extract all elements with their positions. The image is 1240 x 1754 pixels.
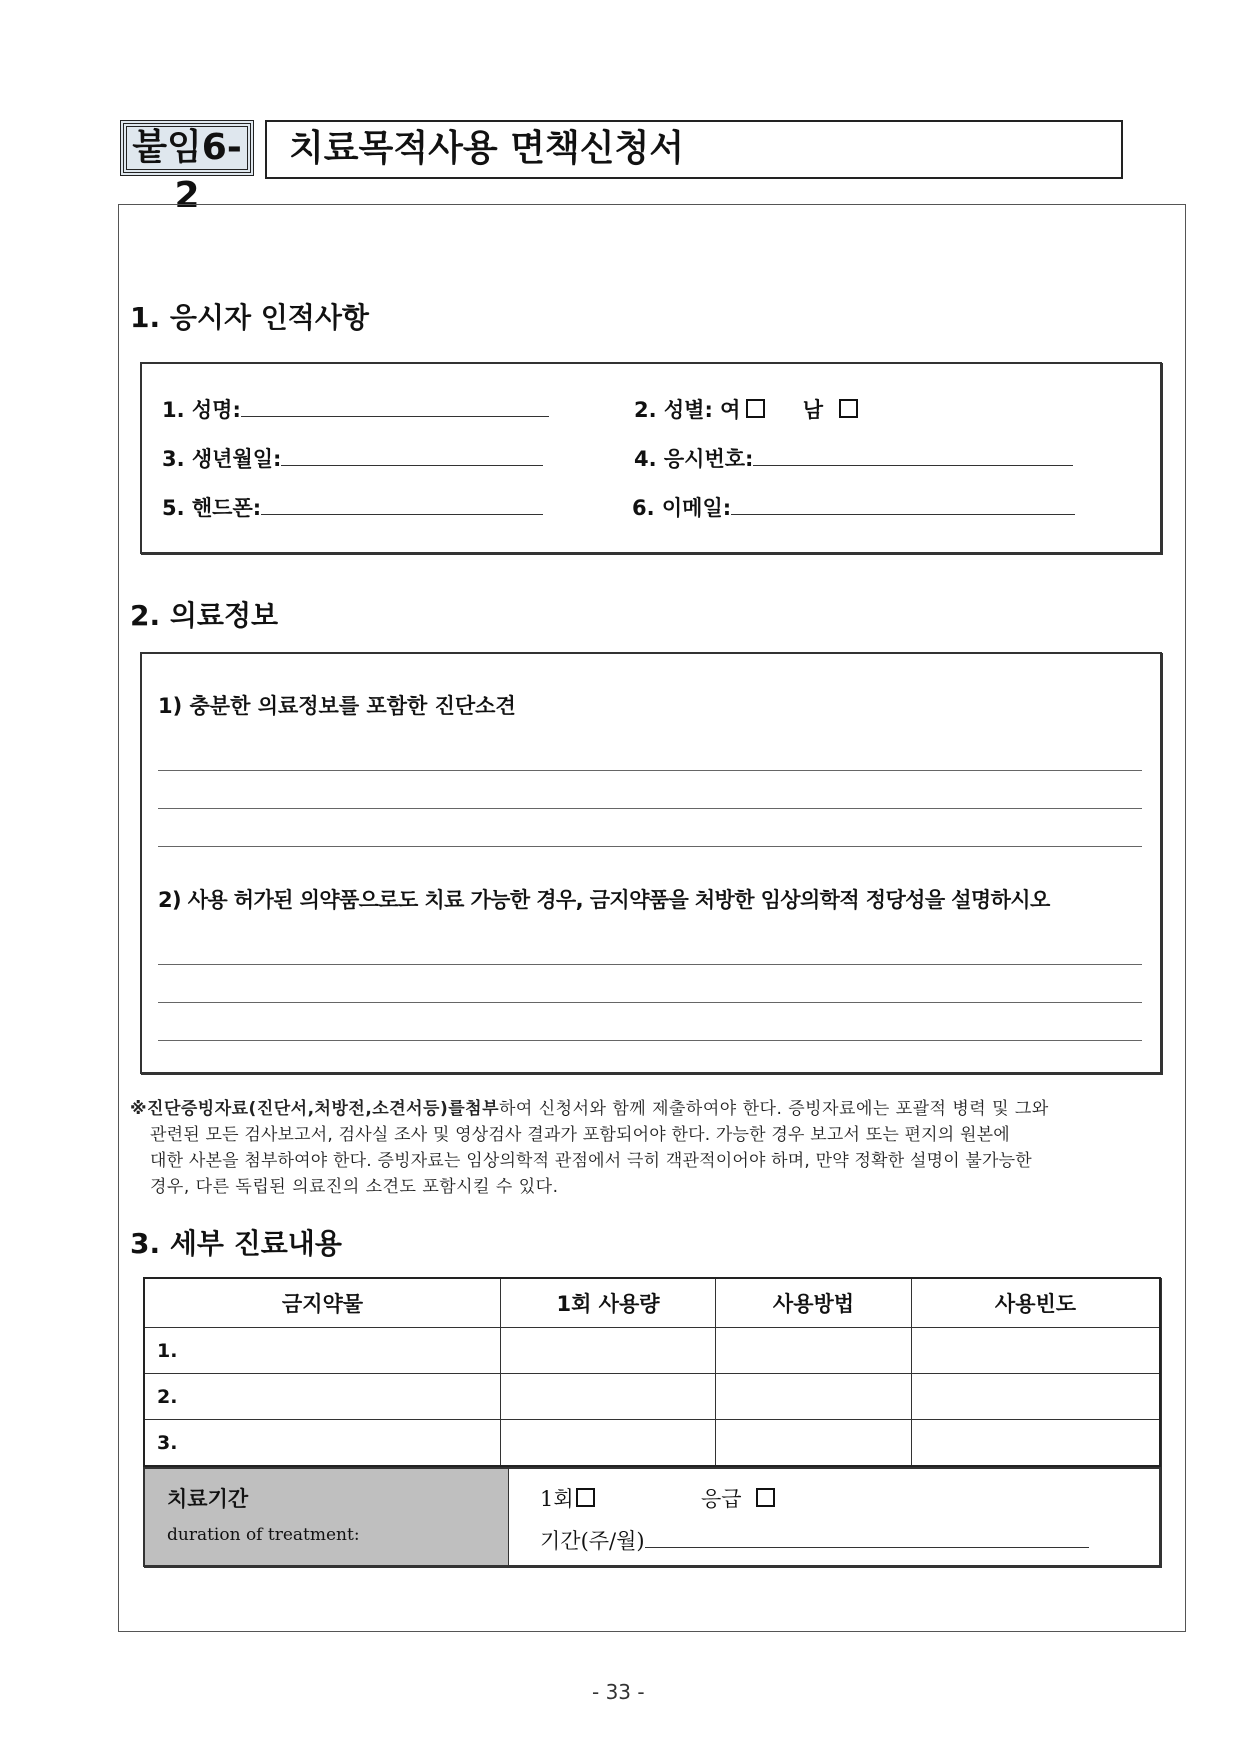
email-field[interactable] [632, 492, 1075, 522]
col-frequency: 사용빈도 [912, 1278, 1161, 1328]
birth-label: 3. 생년월일: [162, 447, 282, 471]
dose-cell[interactable] [501, 1420, 716, 1467]
answer-line[interactable] [158, 1040, 1142, 1041]
name-label: 1. 성명: [162, 398, 241, 422]
answer-line[interactable] [158, 846, 1142, 847]
phone-label: 5. 핸드폰: [162, 496, 262, 520]
method-cell[interactable] [716, 1374, 912, 1420]
col-method: 사용방법 [716, 1278, 912, 1328]
frequency-cell[interactable] [912, 1420, 1161, 1467]
evidence-note [130, 1096, 1170, 1200]
drug-table [143, 1277, 1161, 1467]
justification-question: 2) 사용 허가된 의약품으로도 치료 가능한 경우, 금지약품을 처방한 임상의학적 정당성을 설명하시오 [158, 888, 1050, 912]
frequency-cell[interactable] [912, 1328, 1161, 1374]
section2-heading: 2. 의료정보 [130, 599, 279, 632]
note-line: 대한 사본을 첨부하여야 한다. 증빙자료는 임상의학적 관점에서 극히 객관적이어야 하며, 만약 정확한 설명이 불가능한 [150, 1151, 1032, 1171]
duration-box [143, 1467, 1161, 1567]
answer-line[interactable] [158, 964, 1142, 965]
answer-line[interactable] [158, 770, 1142, 771]
emergency-checkbox[interactable] [756, 1488, 775, 1507]
birth-field[interactable] [162, 443, 543, 473]
method-cell[interactable] [716, 1420, 912, 1467]
exam-number-line[interactable] [753, 443, 1073, 466]
table-row [144, 1328, 1160, 1374]
name-line[interactable] [241, 394, 549, 417]
answer-line[interactable] [158, 808, 1142, 809]
emergency-label: 응급 [701, 1487, 742, 1511]
gender-field [634, 394, 858, 424]
phone-line[interactable] [261, 492, 543, 515]
email-label: 6. 이메일: [632, 496, 732, 520]
section1-heading: 1. 응시자 인적사항 [130, 301, 369, 334]
note-emphasis: ※진단증빙자료(진단서,처방전,소견서등)를첨부 [130, 1099, 499, 1119]
duration-label-cell [145, 1469, 509, 1565]
duration-sub-label: duration of treatment: [167, 1525, 360, 1545]
period-label: 기간(주/월) [540, 1529, 645, 1553]
table-row [144, 1374, 1160, 1420]
exam-number-label: 4. 응시번호: [634, 447, 754, 471]
row-number: 3. [144, 1420, 501, 1467]
birth-line[interactable] [281, 443, 543, 466]
frequency-cell[interactable] [912, 1374, 1161, 1420]
answer-line[interactable] [158, 1002, 1142, 1003]
diagnosis-question: 1) 충분한 의료정보를 포함한 진단소견 [158, 694, 516, 718]
phone-field[interactable] [162, 492, 543, 522]
row-number: 1. [144, 1328, 501, 1374]
male-label: 남 [802, 398, 824, 422]
gender-label: 2. 성별: 여 [634, 398, 741, 422]
exam-number-field[interactable] [634, 443, 1073, 473]
female-checkbox[interactable] [746, 399, 765, 418]
duration-label: 치료기간 [167, 1487, 249, 1511]
period-line[interactable] [645, 1525, 1089, 1548]
row-number: 2. [144, 1374, 501, 1420]
email-line[interactable] [731, 492, 1075, 515]
emergency-option [701, 1483, 775, 1513]
personal-info-box [140, 362, 1162, 554]
note-line: 경우, 다른 독립된 의료진의 소견도 포함시킬 수 있다. [150, 1177, 559, 1197]
col-drug: 금지약물 [144, 1278, 501, 1328]
col-dose: 1회 사용량 [501, 1278, 716, 1328]
name-field[interactable] [162, 394, 549, 424]
note-line: 관련된 모든 검사보고서, 검사실 조사 및 영상검사 결과가 포함되어야 한다. 가능한 경우 보고서 또는 편지의 원본에 [150, 1125, 1010, 1145]
once-option [540, 1483, 595, 1513]
male-checkbox[interactable] [839, 399, 858, 418]
page-title: 치료목적사용 면책신청서 [265, 120, 1123, 179]
once-label: 1회 [540, 1487, 574, 1511]
page-number: - 33 - [592, 1680, 645, 1704]
note-line: 하여 신청서와 함께 제출하여야 한다. 증빙자료에는 포괄적 병력 및 그와 [499, 1099, 1049, 1119]
table-row [144, 1420, 1160, 1467]
table-header-row [144, 1278, 1160, 1328]
once-checkbox[interactable] [576, 1488, 595, 1507]
section3-heading: 3. 세부 진료내용 [130, 1227, 342, 1260]
dose-cell[interactable] [501, 1374, 716, 1420]
method-cell[interactable] [716, 1328, 912, 1374]
period-field[interactable] [540, 1525, 1089, 1555]
medical-info-box [140, 652, 1162, 1074]
attachment-tag: 붙임6-2 [120, 120, 254, 176]
dose-cell[interactable] [501, 1328, 716, 1374]
